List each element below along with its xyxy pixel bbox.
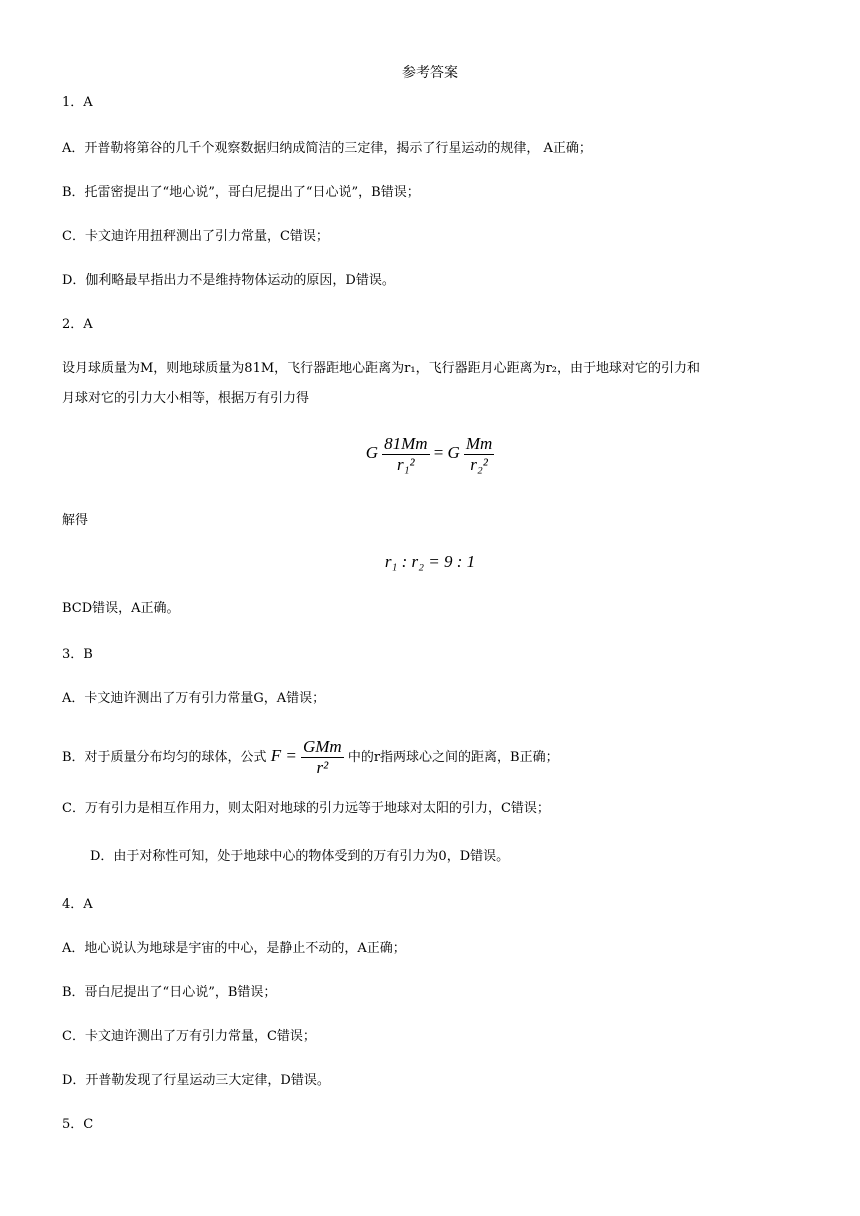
eq-denominator-left: r₁²: [397, 455, 415, 474]
answer-1-option-a: A．开普勒将第谷的几千个观察数据归纳成简洁的三定律，揭示了行星运动的规律， A正确；: [62, 141, 592, 156]
answer-3-option-b: [62, 736, 559, 778]
eq-numerator-right: Mm: [465, 434, 493, 453]
answer-4-option-a: A．地心说认为地球是宇宙的中心，是静止不动的，A正确；: [62, 941, 406, 956]
answer-2-text-line1: 设月球质量为M，则地球质量为81M，飞行器距地心距离为r₁，飞行器距月心距离为r₂，由于地球对它的引力和: [62, 361, 701, 376]
answer-2-solve-label: 解得: [62, 513, 89, 528]
eq-numerator-left: 81Mm: [384, 434, 428, 453]
ratio-equation: r₁ : r₂ = 9 : 1: [384, 552, 476, 571]
answer-2-conclusion: BCD错误，A正确。: [62, 601, 180, 616]
answer-4-option-b: B．哥白尼提出了“日心说”，B错误；: [62, 985, 277, 1000]
answer-3-option-a: A．卡文迪许测出了万有引力常量G，A错误；: [62, 691, 326, 706]
gravitation-equation: [0, 434, 860, 475]
answer-4-heading: 4．A: [62, 897, 93, 912]
answer-4-option-c: C．卡文迪许测出了万有引力常量，C错误；: [62, 1029, 316, 1044]
page-title: 参考答案: [402, 65, 458, 81]
answer-3-option-b-post: 中的r指两球心之间的距离，B正确；: [347, 750, 559, 765]
formula-lhs: F =: [270, 746, 297, 765]
answer-1-option-c: C．卡文迪许用扭秤测出了引力常量，C错误；: [62, 229, 329, 244]
answer-3-option-b-pre: B．对于质量分布均匀的球体，公式: [62, 750, 267, 765]
eq-denominator-right: r₂²: [470, 455, 488, 474]
answer-1-option-b: B．托雷密提出了“地心说”，哥白尼提出了“日心说”，B错误；: [62, 185, 420, 200]
answer-2-text-line2: 月球对它的引力大小相等，根据万有引力得: [62, 391, 310, 406]
eq-fraction-right: [464, 434, 494, 475]
answer-3-option-d: D．由于对称性可知，处于地球中心的物体受到的万有引力为0，D错误。: [90, 849, 510, 864]
answer-1-option-d: D．伽利略最早指出力不是维持物体运动的原因，D错误。: [62, 273, 395, 288]
answer-3-option-c: C．万有引力是相互作用力，则太阳对地球的引力远等于地球对太阳的引力，C错误；: [62, 801, 550, 816]
eq-g-left: G: [365, 443, 378, 462]
answer-1-heading: 1．A: [62, 95, 93, 110]
answer-4-option-d: D．开普勒发现了行星运动三大定律，D错误。: [62, 1073, 330, 1088]
eq-equals: =: [433, 443, 444, 462]
formula-fraction: [301, 737, 344, 778]
formula-denominator: r²: [316, 758, 329, 777]
eq-fraction-left: [382, 434, 429, 475]
answer-3-heading: 3．B: [62, 647, 93, 662]
formula-numerator: GMm: [302, 737, 342, 756]
answer-2-heading: 2．A: [62, 317, 93, 332]
eq-g-right: G: [447, 443, 460, 462]
answer-5-heading: 5．C: [62, 1117, 94, 1132]
